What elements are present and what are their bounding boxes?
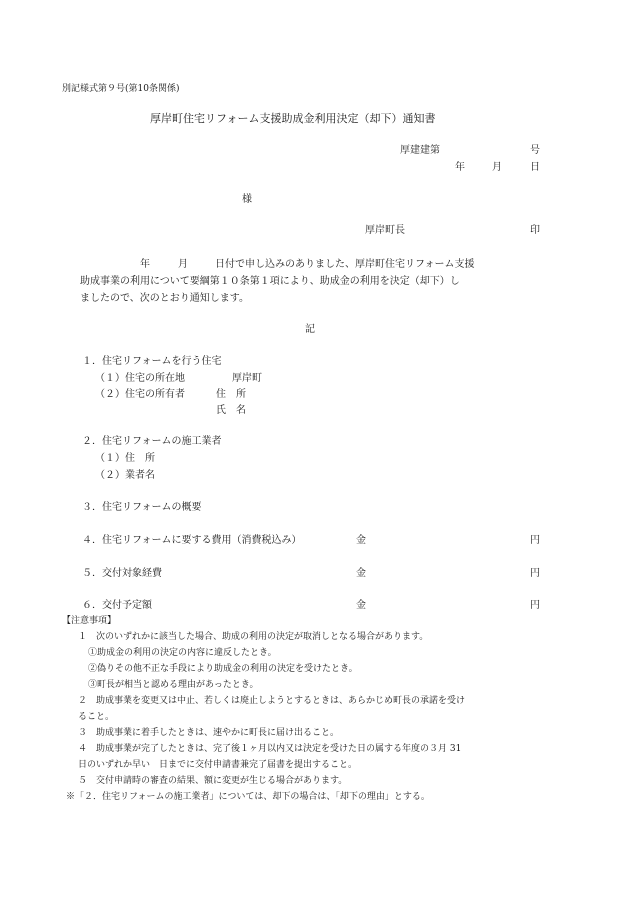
item-5-kin: 金 bbox=[356, 568, 366, 579]
item-1-sub-1-label: （１）住宅の所在地 bbox=[95, 373, 185, 384]
note-3: ３ 助成事業に着手したときは、速やかに町長に届け出ること。 bbox=[78, 728, 340, 738]
item-1-label: １．住宅リフォームを行う住宅 bbox=[82, 356, 222, 367]
note-1-a: ①助成金の利用の決定の内容に違反したとき。 bbox=[88, 648, 277, 658]
date-month: 月 bbox=[492, 162, 502, 173]
item-2-sub-2: （２）業者名 bbox=[95, 470, 155, 481]
item-1-sub-2-label: （２）住宅の所有者 bbox=[95, 389, 185, 400]
body-line-3: ましたので、次のとおり通知します。 bbox=[80, 293, 249, 304]
doc-number-prefix: 厚建建第 bbox=[400, 145, 440, 156]
item-1-sub-1-value: 厚岸町 bbox=[232, 373, 262, 384]
body-month: 月 bbox=[178, 259, 188, 270]
body-line-1: 日付で申し込みのありました、厚岸町住宅リフォーム支援 bbox=[215, 259, 475, 270]
date-year: 年 bbox=[455, 162, 465, 173]
note-1-c: ③町長が相当と認める理由があったとき。 bbox=[88, 680, 259, 690]
note-1-b: ②偽りその他不正な手段により助成金の利用の決定を受けたとき。 bbox=[88, 664, 358, 674]
note-2-line-1: ２ 助成事業を変更又は中止、若しくは廃止しようとするときは、あらかじめ町長の承諾を受け bbox=[78, 696, 466, 706]
form-label: 別記様式第９号(第10条関係) bbox=[62, 84, 180, 94]
notes-heading: 【注意事項】 bbox=[62, 616, 117, 626]
note-1: １ 次のいずれかに該当した場合、助成の利用の決定が取消しとなる場合があります。 bbox=[78, 632, 429, 642]
item-4-kin: 金 bbox=[356, 535, 366, 546]
item-5-yen: 円 bbox=[530, 568, 540, 579]
doc-number-suffix: 号 bbox=[530, 145, 540, 156]
document-title: 厚岸町住宅リフォーム支援助成金利用決定（却下）通知書 bbox=[150, 112, 436, 125]
item-3-label: ３．住宅リフォームの概要 bbox=[82, 502, 202, 513]
item-4-yen: 円 bbox=[530, 535, 540, 546]
note-5: ５ 交付申請時の審査の結果、額に変更が生じる場合があります。 bbox=[78, 776, 348, 786]
issuer-seal: 印 bbox=[530, 225, 540, 236]
note-2-line-2: ること。 bbox=[78, 712, 115, 722]
item-6-label: ６．交付予定額 bbox=[82, 600, 152, 611]
note-6: ※「２．住宅リフォームの施工業者」については、却下の場合は、「却下の理由」とする。 bbox=[66, 792, 430, 802]
recipient-honorific: 様 bbox=[242, 194, 252, 205]
body-year: 年 bbox=[140, 259, 150, 270]
body-line-2: 助成事業の利用について要綱第１０条第１項により、助成金の利用を決定（却下）し bbox=[80, 276, 460, 287]
date-day: 日 bbox=[530, 162, 540, 173]
item-6-yen: 円 bbox=[530, 600, 540, 611]
item-1-sub-2-address: 住 所 bbox=[216, 389, 246, 400]
ki-heading: 記 bbox=[305, 324, 315, 335]
note-4-line-1: ４ 助成事業が完了したときは、完了後１ヶ月以内又は決定を受けた日の属する年度の３月 31 bbox=[78, 744, 462, 754]
item-6-kin: 金 bbox=[356, 600, 366, 611]
issuer-name: 厚岸町長 bbox=[365, 225, 405, 236]
item-1-sub-2-name: 氏 名 bbox=[216, 405, 246, 416]
item-5-label: ５．交付対象経費 bbox=[82, 568, 162, 579]
item-2-sub-1: （１）住 所 bbox=[95, 453, 155, 464]
item-2-label: ２．住宅リフォームの施工業者 bbox=[82, 436, 222, 447]
note-4-line-2: 日のいずれか早い 日までに交付申請書兼完了届書を提出すること。 bbox=[78, 760, 358, 770]
item-4-label: ４．住宅リフォームに要する費用（消費税込み） bbox=[82, 535, 302, 546]
